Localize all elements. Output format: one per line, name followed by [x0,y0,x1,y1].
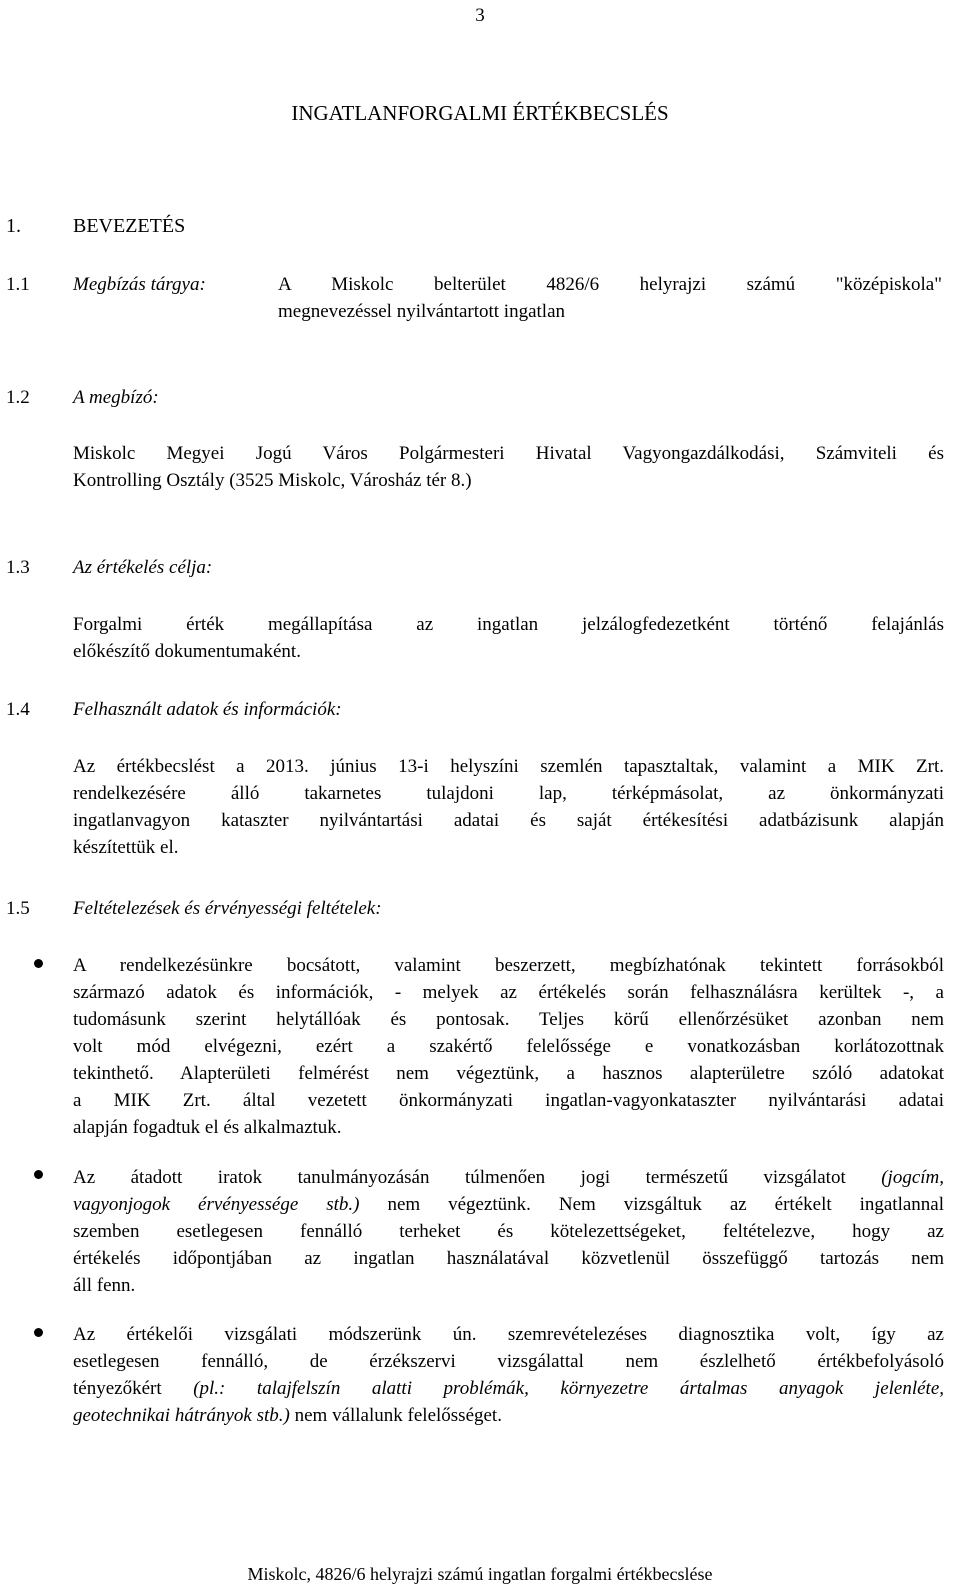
italic-segment: geotechnikai hátrányok stb.) [73,1405,290,1426]
section-label: Felhasznált adatok és információk: [73,699,342,720]
page-footer: Miskolc, 4826/6 helyrajzi számú ingatlan forgalmi értékbecslése [247,1564,713,1584]
section-text [278,271,942,325]
text-line: Forgalmi érték megállapítása az ingatlan jelzálogfedezetként történő felajánlás [73,614,944,635]
bullet-item [73,1321,944,1429]
text-line: szemben esetlegesen fennálló terheket és kötelezettségeket, feltételezve, hogy az [73,1221,944,1242]
text-line: rendelkezésére álló takarnetes tulajdoni lap, térképmásolat, az önkormányzati [73,783,944,804]
text-line: esetlegesen fennálló, de érzékszervi vizsgálattal nem észlelhető értékbefolyásoló [73,1351,944,1372]
bullet-item [73,952,944,1141]
text-segment: nem vállalunk felelősséget. [294,1405,502,1426]
bullet-icon [34,1328,43,1337]
text-line: Az értékbecslést a 2013. június 13-i helyszíni szemlén tapasztaltak, valamint a MIK Zrt. [73,756,944,777]
text-line: a MIK Zrt. által vezetett önkormányzati ingatlan-vagyonkataszter nyilvántarási adatai [73,1090,944,1111]
chapter-number: 1. [6,215,21,237]
section-text [73,611,944,665]
text-segment: Az átadott iratok tanulmányozásán túlmenően jogi természetű vizsgálatot [73,1167,846,1188]
section-label: Feltételezések és érvényességi feltételek: [73,898,382,919]
text-line: megnevezéssel nyilvántartott ingatlan [278,301,566,322]
text-segment: nem végeztünk. Nem vizsgáltuk az értékelt ingatlannal [387,1194,945,1215]
text-line: készítettük el. [73,837,179,858]
section-number: 1.1 [6,274,30,295]
section-number: 1.2 [6,387,30,408]
bullet-item [73,1164,944,1299]
section-number: 1.4 [6,699,30,720]
text-line [73,1402,944,1429]
section-label: A megbízó: [73,387,159,408]
text-line: alapján fogadtuk el és alkalmaztuk. [73,1117,342,1138]
text-line: Kontrolling Osztály (3525 Miskolc, Városház tér 8.) [73,470,472,491]
page-number: 3 [475,5,485,26]
text-line [73,1375,944,1402]
bullet-icon [34,959,43,968]
italic-segment: vagyonjogok érvényessége stb.) [73,1194,360,1215]
text-line: áll fenn. [73,1275,136,1296]
section-text [73,440,944,494]
section-text [73,753,944,861]
section-label: Az értékelés célja: [73,557,213,578]
chapter-heading [6,213,185,240]
text-line: Az értékelői vizsgálati módszerünk ún. szemrevételezéses diagnosztika volt, így az [73,1324,944,1345]
italic-segment: (pl.: talajfelszín alatti problémák, környezetre ártalmas anyagok jelenléte, [193,1378,945,1399]
text-line: volt mód elvégezni, ezért a szakértő felelőssége e vonatkozásban korlátozottnak [73,1036,944,1057]
text-line: tudomásunk szerint helytállóak és pontosak. Teljes körű ellenőrzésüket azonban nem [73,1009,944,1030]
text-line: A Miskolc belterület 4826/6 helyrajzi számú "középiskola" [278,274,942,295]
section-label: Megbízás tárgya: [73,274,206,295]
text-line: ingatlanvagyon kataszter nyilvántartási adatai és saját értékesítési adatbázisunk alapján [73,810,944,831]
italic-segment: (jogcím, [881,1167,945,1188]
text-line [73,1191,944,1218]
text-line: tekinthető. Alapterületi felmérést nem végeztünk, a hasznos alapterületre szóló adatokat [73,1063,944,1084]
document-title: INGATLANFORGALMI ÉRTÉKBECSLÉS [291,101,669,125]
section-number: 1.3 [6,557,30,578]
text-segment: tényezőkért [73,1378,162,1399]
text-line: előkészítő dokumentumaként. [73,641,301,662]
text-line [73,1164,944,1191]
section-number: 1.5 [6,898,30,919]
bullet-icon [34,1170,43,1179]
text-line: Miskolc Megyei Jogú Város Polgármesteri Hivatal Vagyongazdálkodási, Számviteli és [73,443,944,464]
text-line: A rendelkezésünkre bocsátott, valamint beszerzett, megbízhatónak tekintett forrásokból [73,955,944,976]
text-line: származó adatok és információk, - melyek az értékelés során felhasználásra kerültek -, a [73,982,944,1003]
chapter-title: BEVEZETÉS [73,215,186,237]
text-line: értékelés időpontjában az ingatlan használatával közvetlenül összefüggő tartozás nem [73,1248,944,1269]
